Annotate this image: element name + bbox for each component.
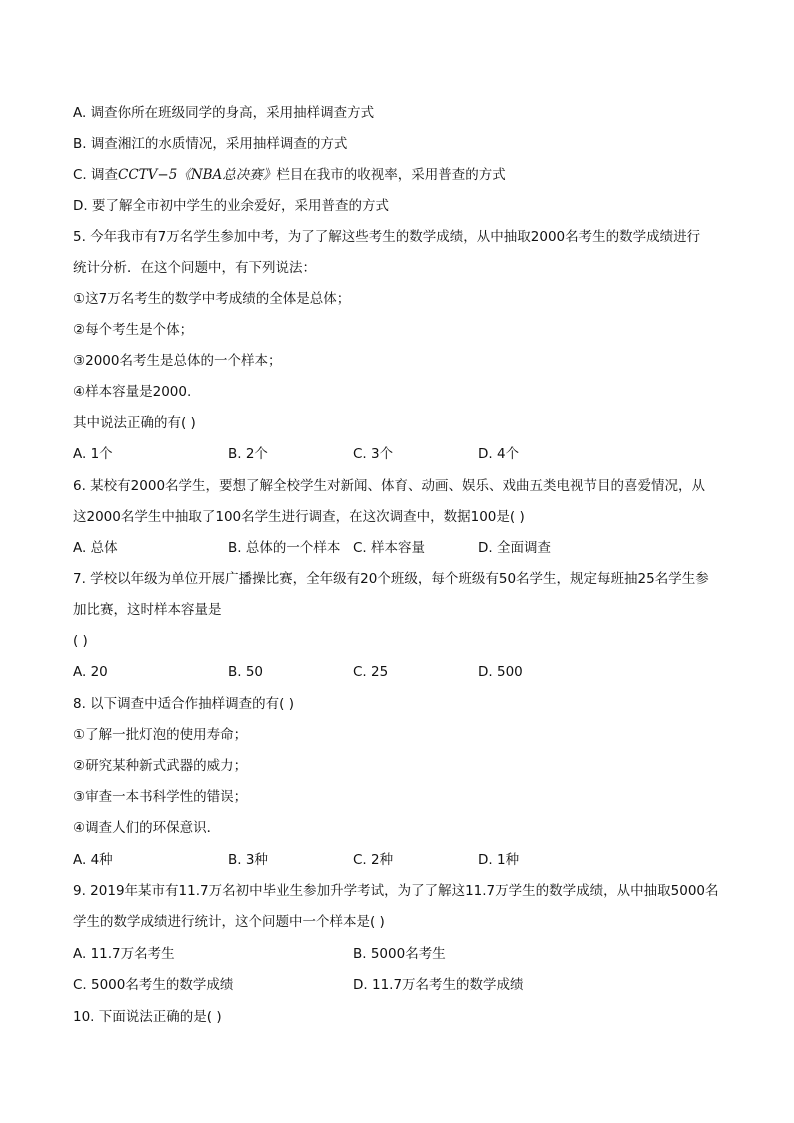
q8-stem: 8. 以下调查中适合作抽样调查的有( ) [73,696,294,712]
q4-option-c-math: CCTV−5《NBA总决赛》 [118,167,277,183]
q6-option-d: D. 全面调查 [478,540,551,556]
q7-option-b: B. 50 [228,664,264,680]
q6-option-c: C. 样本容量 [353,540,426,556]
q6-stem-line2: 这2000名学生中抽取了100名学生进行调查，在这次调查中，数据100是( ) [73,509,525,525]
q9-option-a: A. 11.7万名考生 [73,946,175,962]
q9-option-c: C. 5000名考生的数学成绩 [73,977,234,993]
q4-option-c-prefix: C. 调查 [73,167,119,183]
q5-item-4: ④样本容量是2000. [73,384,192,400]
q9-stem-line1: 9. 2019年某市有11.7万名初中毕业生参加升学考试，为了了解这11.7万学生的数学成绩，从中抽取5000名 [73,883,719,899]
q7-option-a: A. 20 [73,664,108,680]
q5-stem-line1: 5. 今年我市有7万名学生参加中考，为了了解这些考生的数学成绩，从中抽取2000名考生的数学成绩进行 [73,229,701,245]
q5-option-a: A. 1个 [73,446,113,462]
q5-option-b: B. 2个 [228,446,268,462]
q8-option-b: B. 3种 [228,852,268,868]
q4-option-a: A. 调查你所在班级同学的身高，采用抽样调查方式 [73,105,375,121]
q7-stem-line2: 加比赛，这时样本容量是 [73,602,222,618]
q6-option-b: B. 总体的一个样本 [228,540,341,556]
q5-stem-line2: 统计分析．在这个问题中，有下列说法： [73,260,316,276]
q5-option-d: D. 4个 [478,446,520,462]
q4-option-c [73,165,506,185]
q5-item-1: ①这7万名考生的数学中考成绩的全体是总体； [73,291,351,307]
q5-option-c: C. 3个 [353,446,394,462]
q8-option-c: C. 2种 [353,852,394,868]
q5-prompt: 其中说法正确的有( ) [73,415,196,431]
q4-option-c-suffix: 栏目在我市的收视率，采用普查的方式 [276,167,506,183]
q6-option-a: A. 总体 [73,540,118,556]
q8-option-a: A. 4种 [73,852,113,868]
q4-option-b: B. 调查湘江的水质情况，采用抽样调查的方式 [73,136,348,152]
q9-stem-line2: 学生的数学成绩进行统计，这个问题中一个样本是( ) [73,914,385,930]
q7-paren: ( ) [73,633,88,649]
q8-item-4: ④调查人们的环保意识． [73,820,221,836]
q7-stem-line1: 7. 学校以年级为单位开展广播操比赛，全年级有20个班级，每个班级有50名学生，规定每班抽25名学生参 [73,571,709,587]
q9-option-d: D. 11.7万名考生的数学成绩 [353,977,524,993]
q8-item-2: ②研究某种新式武器的威力； [73,758,248,774]
q8-item-3: ③审查一本书科学性的错误； [73,789,248,805]
q10-stem: 10. 下面说法正确的是( ) [73,1009,222,1025]
q7-option-d: D. 500 [478,664,523,680]
q8-option-d: D. 1种 [478,852,520,868]
q4-option-d: D. 要了解全市初中学生的业余爱好，采用普查的方式 [73,198,389,214]
q7-option-c: C. 25 [353,664,389,680]
q6-stem-line1: 6. 某校有2000名学生，要想了解全校学生对新闻、体育、动画、娱乐、戏曲五类电视节目的喜爱情况，从 [73,478,706,494]
q5-item-2: ②每个考生是个体； [73,322,194,338]
q9-option-b: B. 5000名考生 [353,946,446,962]
q5-item-3: ③2000名考生是总体的一个样本； [73,353,282,369]
q8-item-1: ①了解一批灯泡的使用寿命； [73,727,248,743]
